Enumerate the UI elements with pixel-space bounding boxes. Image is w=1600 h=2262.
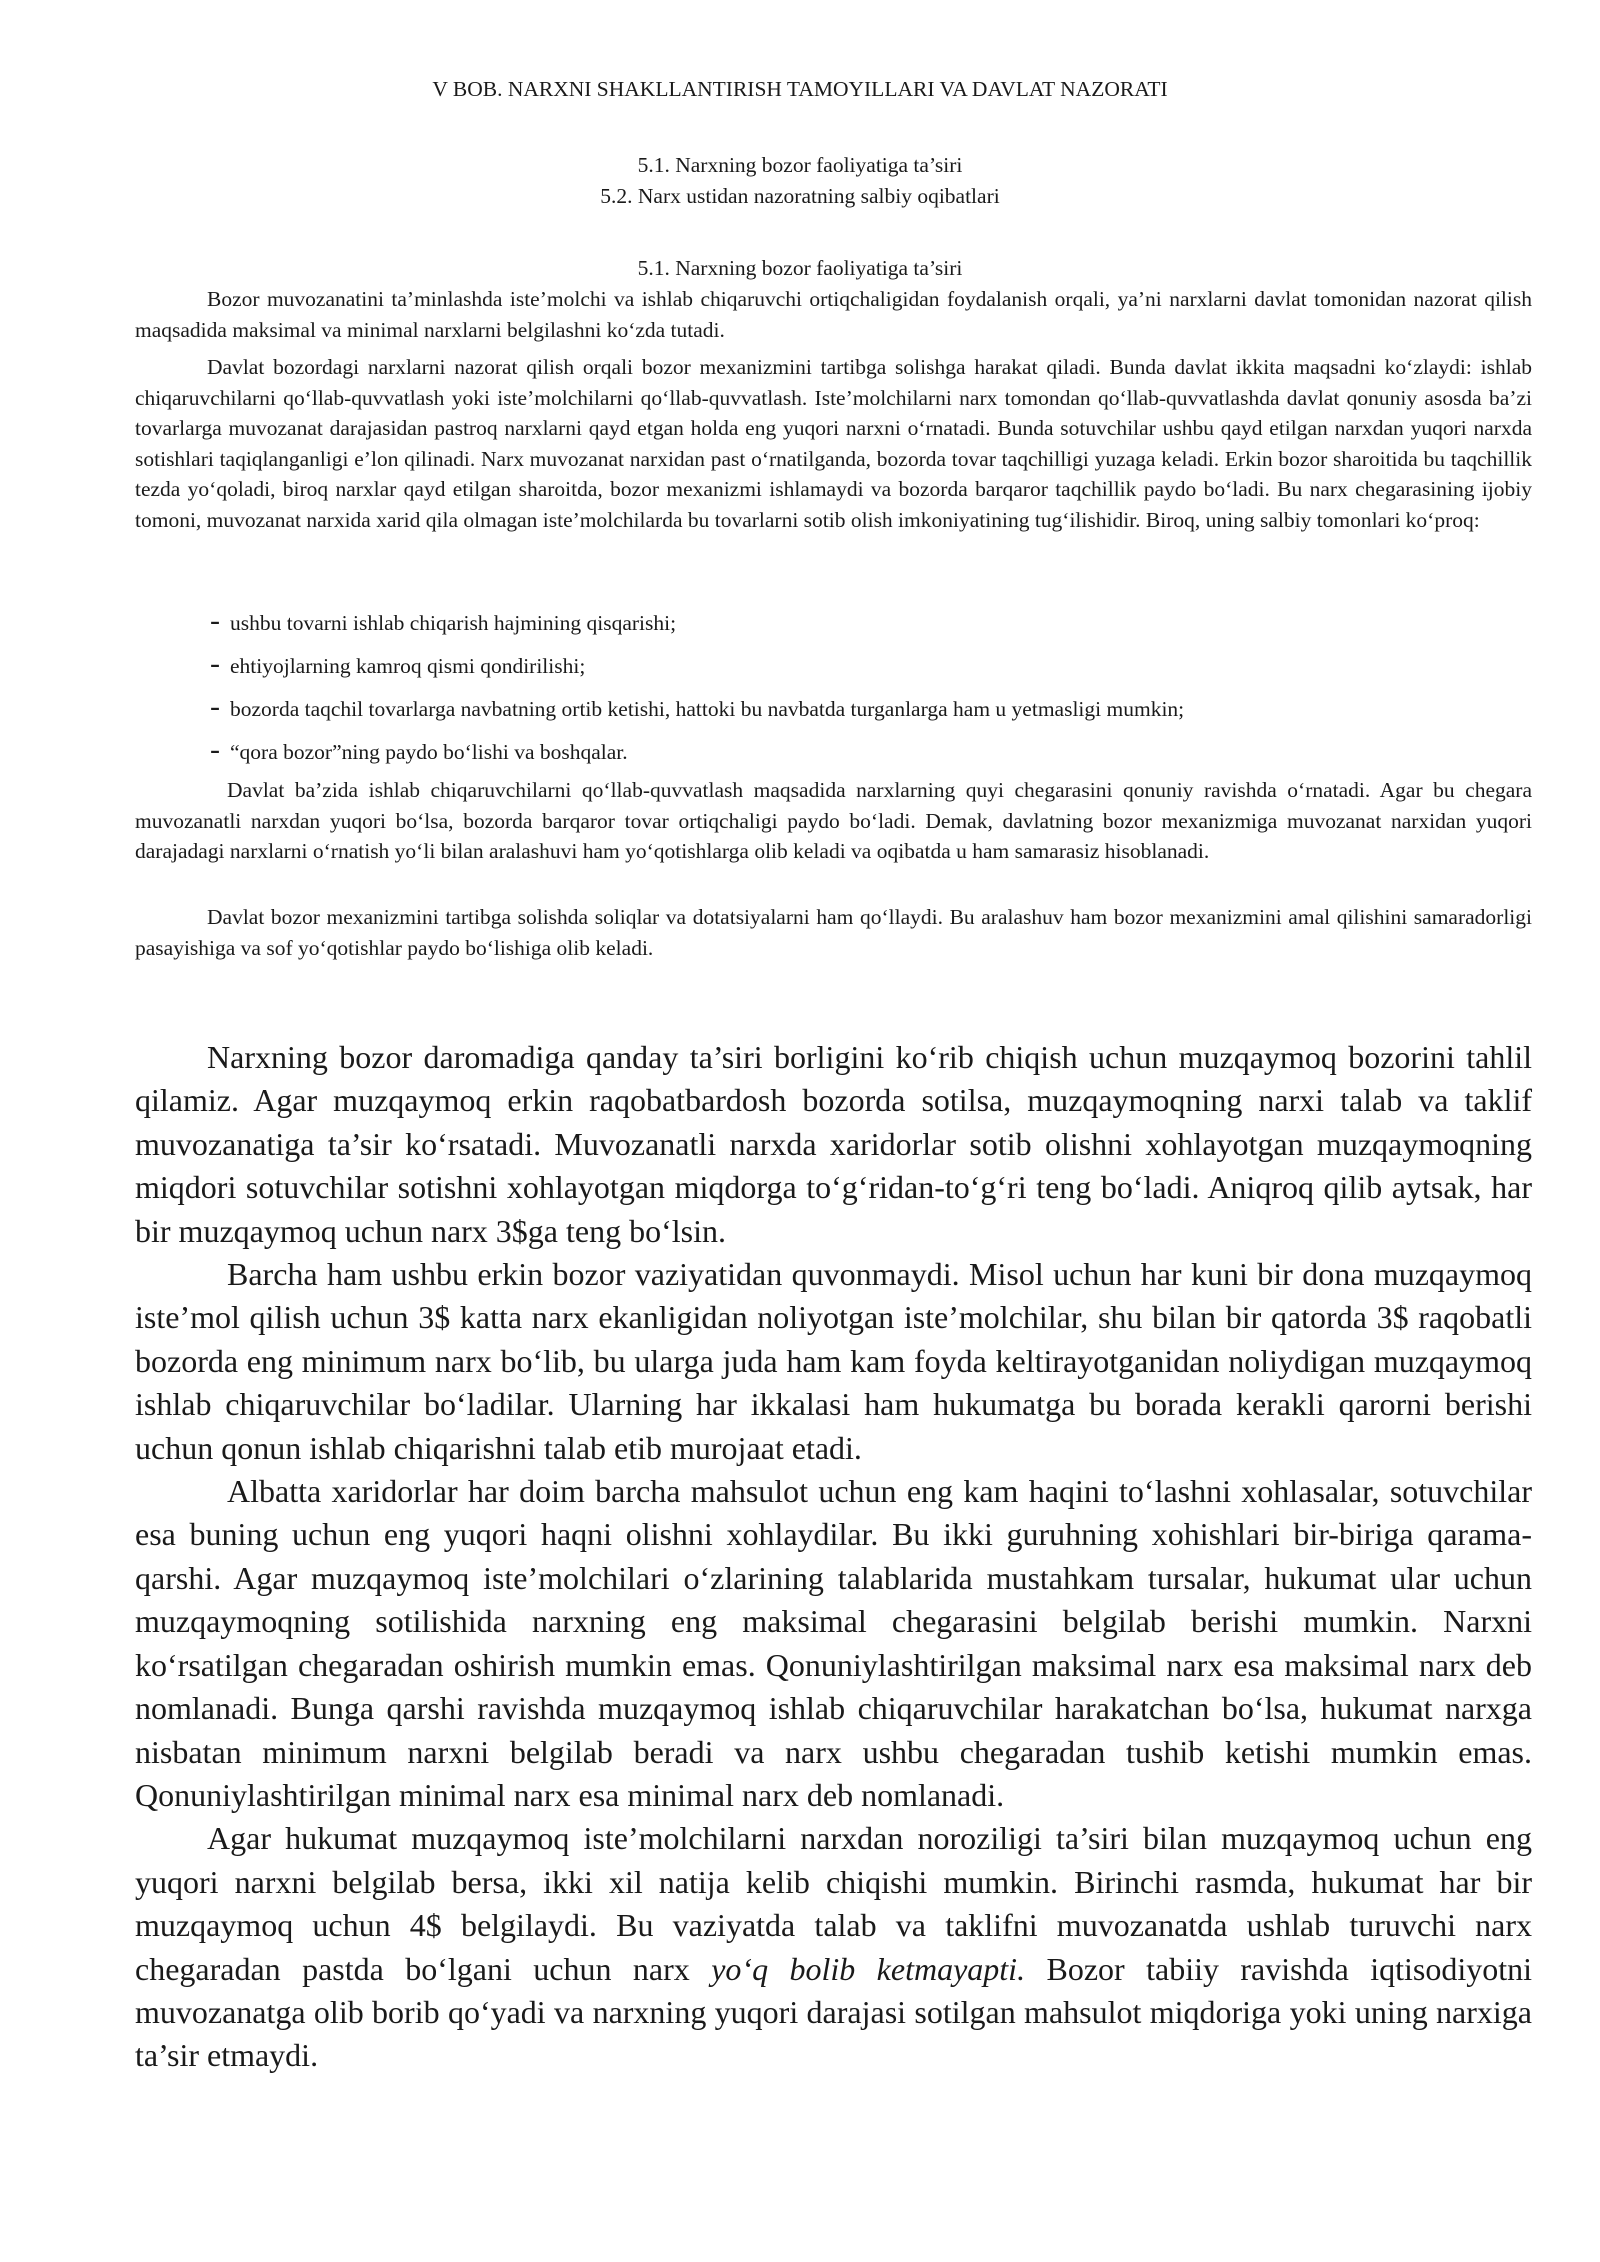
list-item <box>210 606 1530 649</box>
bullet-marker: - <box>210 733 220 766</box>
toc-item: 5.1. Narxning bozor faoliyatiga ta’siri <box>637 153 963 177</box>
table-of-contents <box>0 150 1600 211</box>
paragraph-text <box>135 1817 1532 2077</box>
paragraph-text: Davlat bozordagi narxlarni nazorat qilish orqali bozor mexanizmini tartibga solishga harakat qiladi. Bunda davlat ikkita maqsadni ko‘zlaydi: ishlab chiqaruvchilarni qo‘llab-quvvatlash yoki iste’molchilarni qo‘llab-quvvatlash. Iste’molchilarni narx tomondan qo‘llab-quvvatlashda davlat qonuniy asosda ba’zi tovarlarga muvozanat darajasidan pastroq narxlarni qayd etgan holda eng yuqori narxni o‘rnatadi. Bunda sotuvchilar ushbu qayd etilgan narxdan yuqori narxda sotishlari taqiqlanganligi e’lon qilinadi. Narx muvozanat narxidan past o‘rnatilganda, bozorda tovar taqchilligi yuzaga keladi. Erkin bozor sharoitida bu taqchillik tezda yo‘qoladi, biroq narxlar qayd etilgan sharoitda, bozor mexanizmi ishlamaydi va bozorda barqaror taqchillik paydo bo‘ladi. Bu narx chegarasining ijobiy tomoni, muvozanat narxida xarid qila olmagan iste’molchilarda bu tovarlarni sotib olish imkoniyatining tug‘ilishidir. Biroq, uning salbiy tomonlari ko‘proq: <box>135 355 1532 532</box>
chapter-title: V BOB. NARXNI SHAKLLANTIRISH TAMOYILLARI VA DAVLAT NAZORATI <box>432 77 1168 101</box>
list-item <box>210 692 1530 735</box>
list-item <box>210 649 1530 692</box>
paragraph-text-part: Agar hukumat muzqaymoq iste’molchilarni narxdan noroziligi ta’siri bilan muzqaymoq uchun eng yuqori narxni belgilab bersa, ikki xil natija kelib chiqishi mumkin. Birinchi rasmda, hukumat har bir muzqaymoq uchun 4$ belgilaydi. Bu vaziyatda talab va taklifni muvozanatda ushlab turuvchi narx chegaradan pastda bo‘lgani uchun narx <box>135 1820 1532 1987</box>
main-text <box>135 1036 1532 2078</box>
bullet-marker: - <box>210 604 220 637</box>
list-item-text: “qora bozor”ning paydo bo‘lishi va boshqalar. <box>230 740 628 764</box>
bullet-list <box>210 606 1530 778</box>
paragraph-text: Davlat ba’zida ishlab chiqaruvchilarni qo‘llab-quvvatlash maqsadida narxlarning quyi chegarasini qonuniy ravishda o‘rnatadi. Agar bu chegara muvozanatli narxdan yuqori bo‘lsa, bozorda barqaror tovar ortiqchaligi paydo bo‘ladi. Demak, davlatning bozor mexanizmiga muvozanat narxidan yuqori darajadagi narxlarni o‘rnatish yo‘li bilan aralashuvi ham yo‘qotishlarga olib keladi va oqibatda u ham samarasiz hisoblanadi. <box>135 778 1532 863</box>
paragraph <box>135 902 1532 963</box>
paragraph <box>135 352 1532 535</box>
list-item-text: ushbu tovarni ishlab chiqarish hajmining qisqarishi; <box>230 611 677 635</box>
bullet-marker: - <box>210 647 220 680</box>
bullet-marker: - <box>210 690 220 723</box>
paragraph-text: Albatta xaridorlar har doim barcha mahsulot uchun eng kam haqini to‘lashni xohlasalar, sotuvchilar esa buning uchun eng yuqori haqni olishni xohlaydilar. Bu ikki guruhning xohishlari bir-biriga qarama-qarshi. Agar muzqaymoq iste’molchilari o‘zlarining talablarida mustahkam tursalar, hukumat ular uchun muzqaymoqning sotilishida narxning eng maksimal chegarasini belgilab berishi mumkin. Narxni ko‘rsatilgan chegaradan oshirish mumkin emas. Qonuniylashtirilgan maksimal narx esa maksimal narx deb nomlanadi. Bunga qarshi ravishda muzqaymoq ishlab chiqaruvchilar harakatchan bo‘lsa, hukumat narxga nisbatan minimum narxni belgilab beradi va narx ushbu chegaradan tushib ketishi mumkin emas. Qonuniylashtirilgan minimal narx esa minimal narx deb nomlanadi. <box>135 1473 1532 1813</box>
paragraph <box>135 284 1532 345</box>
italic-text: yo‘q bolib ketmayapti. <box>711 1950 1026 1987</box>
list-item-text: bozorda taqchil tovarlarga navbatning ortib ketishi, hattoki bu navbatda turganlarga ham u yetmasligi mumkin; <box>230 697 1185 721</box>
section-heading: 5.1. Narxning bozor faoliyatiga ta’siri <box>637 256 963 280</box>
list-item-text: ehtiyojlarning kamroq qismi qondirilishi; <box>230 654 586 678</box>
paragraph-text-part: Bozor tabiiy ravishda iqtisodiyotni muvozanatga olib borib qo‘yadi va narxning yuqori darajasi sotilgan mahsulot miqdoriga yoki uning narxiga ta’sir etmaydi. <box>135 1950 1533 2074</box>
paragraph <box>135 775 1532 867</box>
toc-item: 5.2. Narx ustidan nazoratning salbiy oqibatlari <box>600 183 1000 208</box>
paragraph-text: Davlat bozor mexanizmini tartibga solishda soliqlar va dotatsiyalarni ham qo‘llaydi. Bu aralashuv ham bozor mexanizmini amal qilishini samaradorligi pasayishiga va sof yo‘qotishlar paydo bo‘lishiga olib keladi. <box>135 905 1532 960</box>
list-item <box>210 735 1530 778</box>
paragraph-text: Narxning bozor daromadiga qanday ta’siri borligini ko‘rib chiqish uchun muzqaymoq bozorini tahlil qilamiz. Agar muzqaymoq erkin raqobatbardosh bozorda sotilsa, muzqaymoqning narxi talab va taklif muvozanatiga ta’sir ko‘rsatadi. Muvozanatli narxda xaridorlar sotib olishni xohlayotgan muzqaymoqning miqdori sotuvchilar sotishni xohlayotgan miqdorga to‘g‘ridan-to‘g‘ri teng bo‘ladi. Aniqroq qilib aytsak, har bir muzqaymoq uchun narx 3$ga teng bo‘lsin. <box>135 1039 1532 1249</box>
paragraph-text: Bozor muvozanatini ta’minlashda iste’molchi va ishlab chiqaruvchi ortiqchaligidan foydalanish orqali, ya’ni narxlarni davlat tomonidan nazorat qilish maqsadida maksimal va minimal narxlarni belgilashni ko‘zda tutadi. <box>135 287 1532 342</box>
paragraph-text: Barcha ham ushbu erkin bozor vaziyatidan quvonmaydi. Misol uchun har kuni bir dona muzqaymoq iste’mol qilish uchun 3$ katta narx ekanligidan noliyotgan iste’molchilar, shu bilan bir qatorda 3$ raqobatli bozorda eng minimum narx bo‘lib, bu ularga juda ham kam foyda keltirayotganidan noliydigan muzqaymoq ishlab chiqaruvchilar bo‘ladilar. Ularning har ikkalasi ham hukumatga bu borada kerakli qarorni berishi uchun qonun ishlab chiqarishni talab etib murojaat etadi. <box>135 1256 1532 1466</box>
